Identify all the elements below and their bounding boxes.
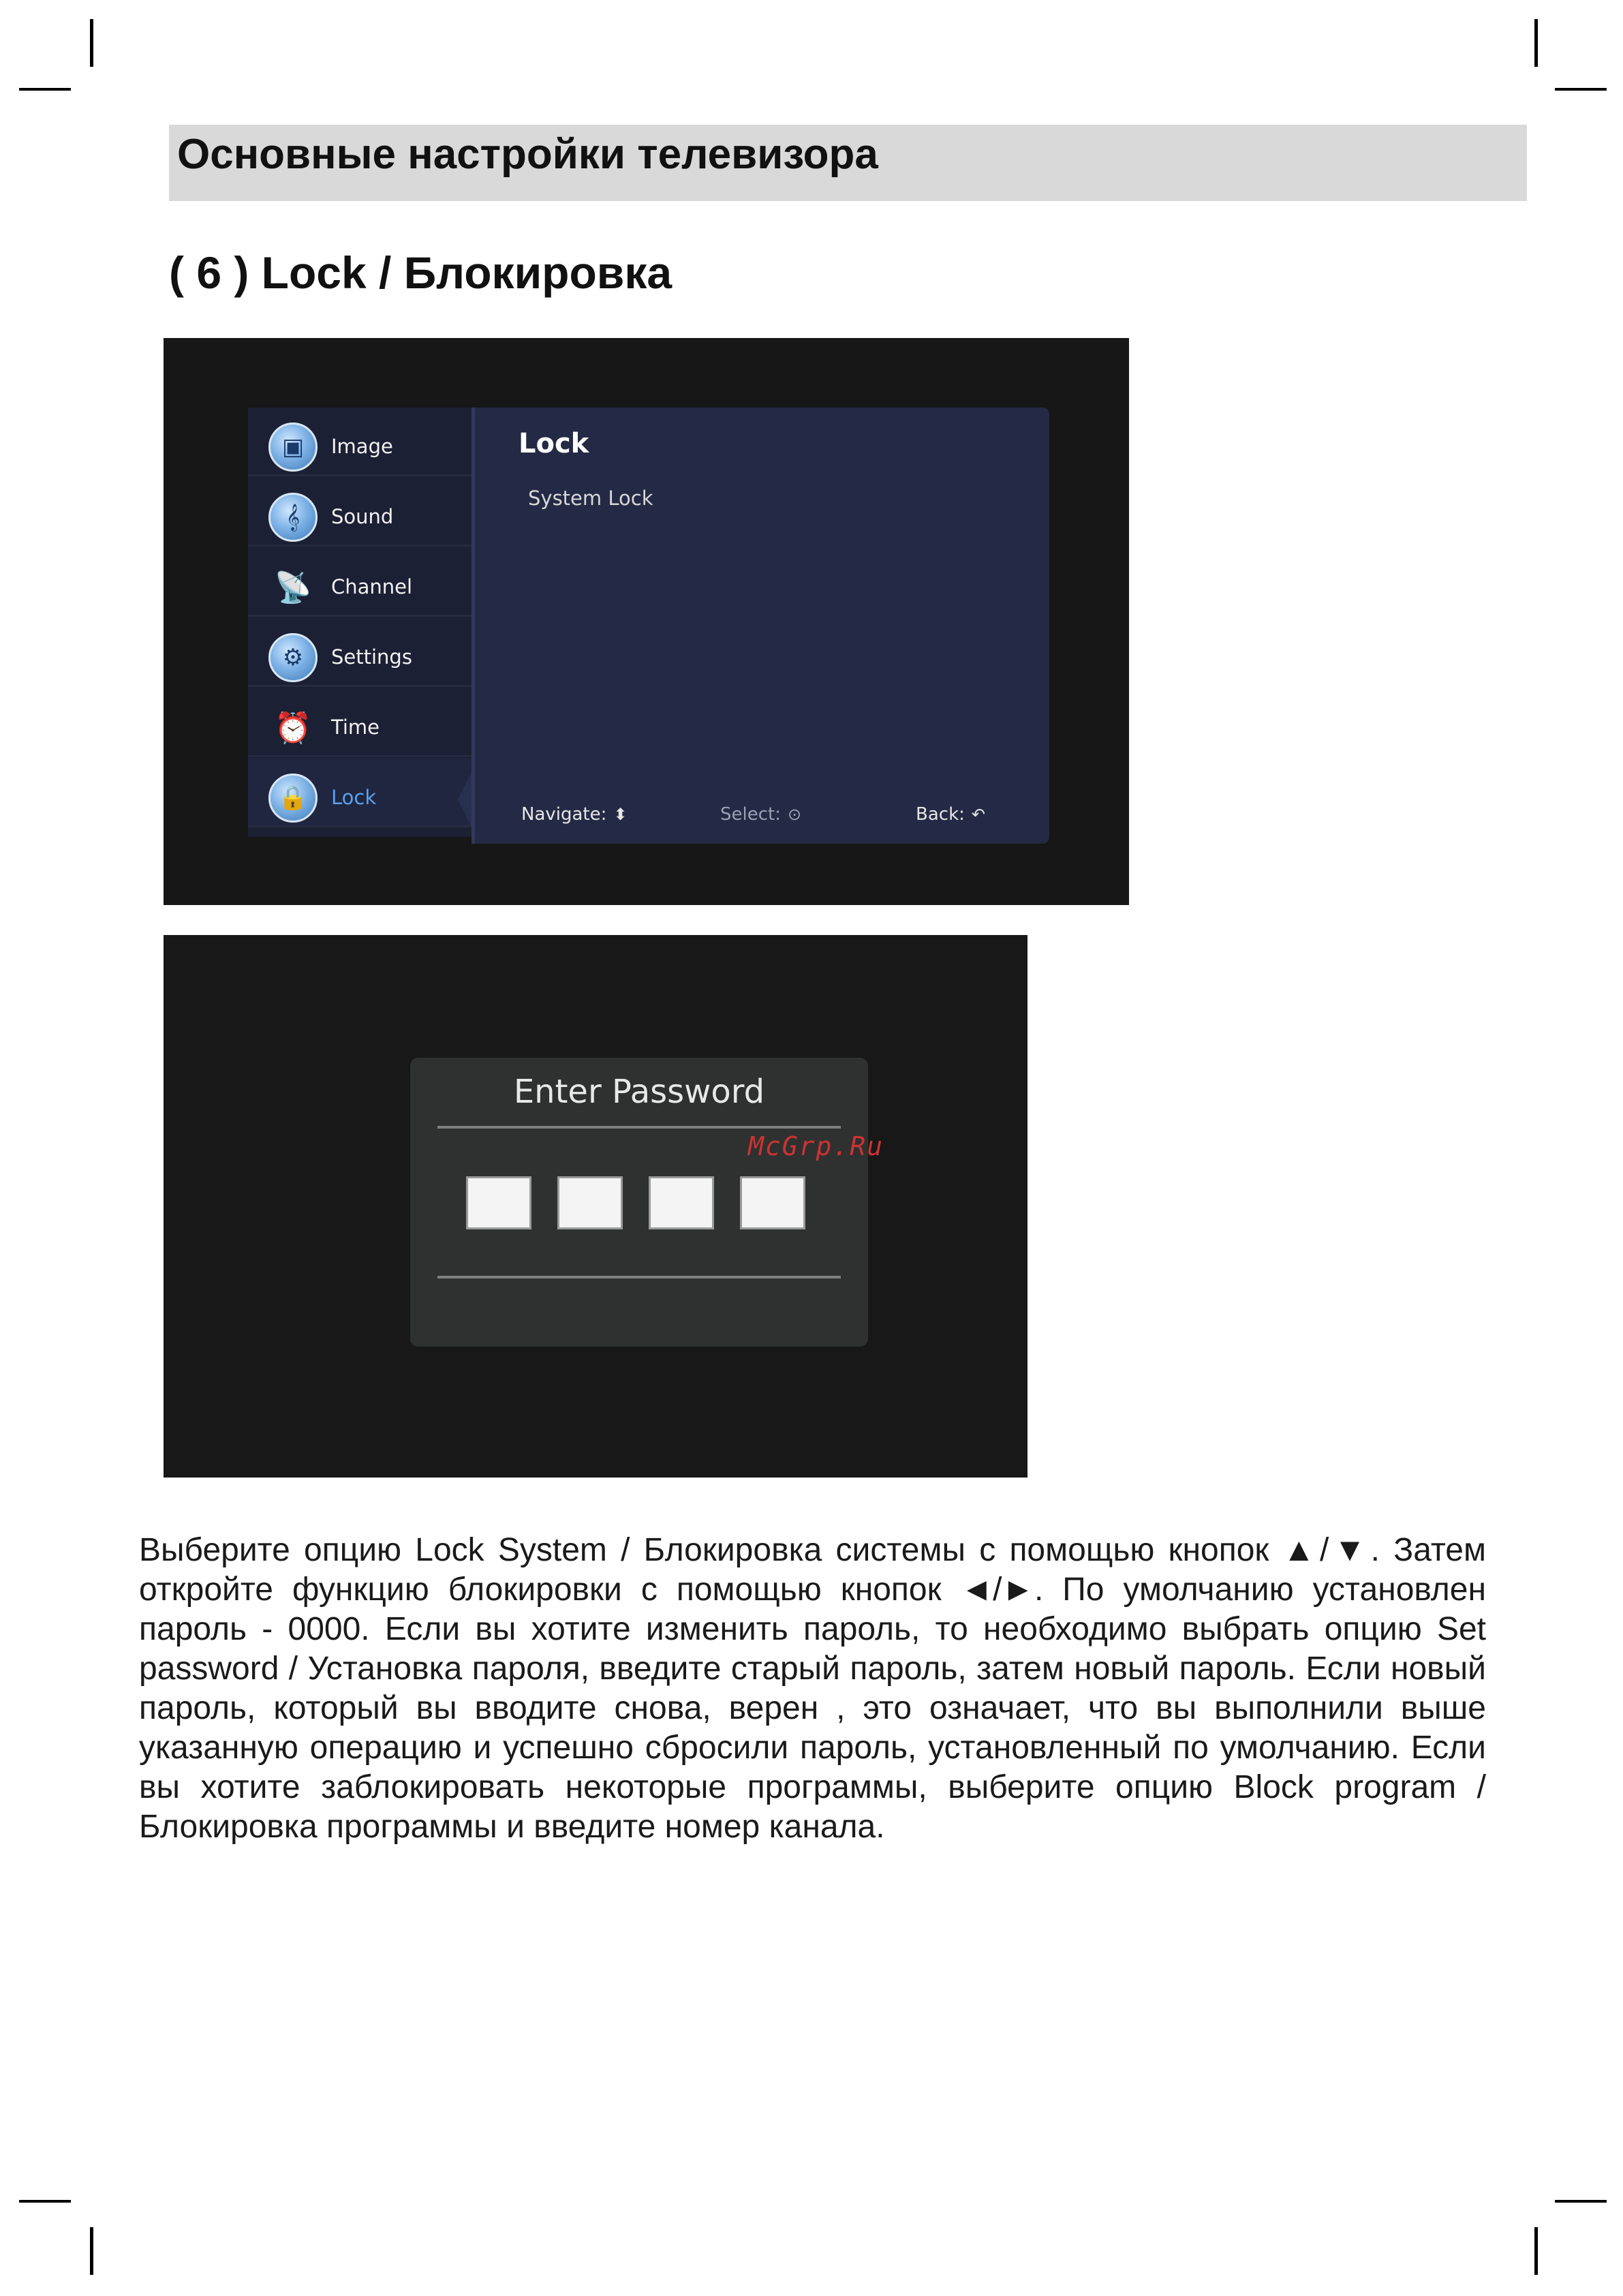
back-label: Back: bbox=[916, 804, 965, 825]
ok-button-icon: ⊙ bbox=[787, 805, 802, 824]
body-paragraph: Выберите опцию Lock System / Блокировка системы с помощью кнопок ▲/▼. Затем откройте функцию блокировки с помощью кнопок ◄/►. По умолчанию установлен пароль - 0000. Если вы хотите изменить пароль, то необходимо выбрать опцию Set password / Установка пароля, введите старый пароль, затем новый пароль. Если новый пароль, который вы вводите снова, верен , это означает, что вы выполнили выше указанную операцию и успешно сбросили пароль, установленный по умолчанию. Если вы хотите заблокировать некоторые программы, выберите опцию Block program / Блокировка программы и введите номер канала. bbox=[139, 1532, 1486, 1845]
tv-menu-item-label: Channel bbox=[331, 575, 413, 598]
alarm-clock-icon: ⏰ bbox=[274, 711, 312, 746]
crop-mark bbox=[1534, 2227, 1538, 2275]
password-dialog bbox=[410, 1058, 868, 1347]
select-label: Select: bbox=[720, 804, 781, 825]
panel-title: Lock bbox=[519, 428, 589, 459]
crop-mark bbox=[19, 2200, 71, 2203]
page-title: Основные настройки телевизора bbox=[177, 131, 878, 178]
navigate-label: Navigate: bbox=[521, 804, 607, 825]
tv-menu-panel bbox=[472, 408, 1049, 844]
tv-menu-item-label: Lock bbox=[331, 786, 377, 809]
crop-mark bbox=[1555, 2200, 1607, 2203]
password-screenshot bbox=[164, 935, 1027, 1478]
tv-menu-item-sound[interactable] bbox=[248, 478, 472, 547]
satellite-dish-icon: 📡 bbox=[274, 570, 312, 605]
tv-menu-screenshot bbox=[164, 338, 1129, 905]
watermark: McGrp.Ru bbox=[748, 1131, 884, 1161]
password-digit-field[interactable] bbox=[740, 1176, 805, 1229]
password-digit-field[interactable] bbox=[649, 1176, 714, 1229]
footer-navigate bbox=[521, 804, 628, 825]
crop-mark bbox=[1555, 88, 1607, 91]
crop-mark bbox=[1534, 19, 1538, 67]
tv-menu-item-lock[interactable] bbox=[248, 759, 472, 827]
divider bbox=[437, 1126, 841, 1129]
password-digit-field[interactable] bbox=[466, 1176, 531, 1229]
tv-menu-item-label: Time bbox=[331, 716, 380, 739]
tv-menu-item-time[interactable] bbox=[248, 688, 472, 757]
tv-menu-item-channel[interactable] bbox=[248, 548, 472, 617]
gear-icon: ⚙ bbox=[268, 633, 318, 682]
sound-icon: 𝄞 bbox=[268, 493, 318, 542]
tv-menu-item-label: Settings bbox=[331, 645, 412, 669]
tv-menu-item-label: Sound bbox=[331, 505, 394, 528]
tv-menu-item-label: Image bbox=[331, 435, 393, 458]
password-digit-field[interactable] bbox=[557, 1176, 623, 1229]
header-band bbox=[169, 125, 1527, 201]
footer-back bbox=[916, 804, 985, 825]
selection-notch bbox=[458, 772, 472, 827]
section-title: ( 6 ) Lock / Блокировка bbox=[169, 247, 673, 298]
padlock-icon: 🔒 bbox=[268, 774, 318, 823]
image-icon: ▣ bbox=[268, 423, 318, 472]
password-dialog-title: Enter Password bbox=[513, 1073, 765, 1111]
tv-menu-item-image[interactable] bbox=[248, 408, 472, 476]
crop-mark bbox=[90, 19, 93, 67]
navigate-arrows-icon: ⬍ bbox=[613, 805, 628, 824]
crop-mark bbox=[19, 88, 71, 91]
back-arrow-icon: ↶ bbox=[971, 805, 985, 824]
crop-mark bbox=[90, 2227, 93, 2275]
footer-select bbox=[720, 804, 801, 825]
tv-menu-item-settings[interactable] bbox=[248, 618, 472, 687]
system-lock-option[interactable]: System Lock bbox=[528, 487, 653, 510]
divider bbox=[437, 1276, 841, 1279]
tv-menu-sidebar bbox=[248, 408, 472, 837]
